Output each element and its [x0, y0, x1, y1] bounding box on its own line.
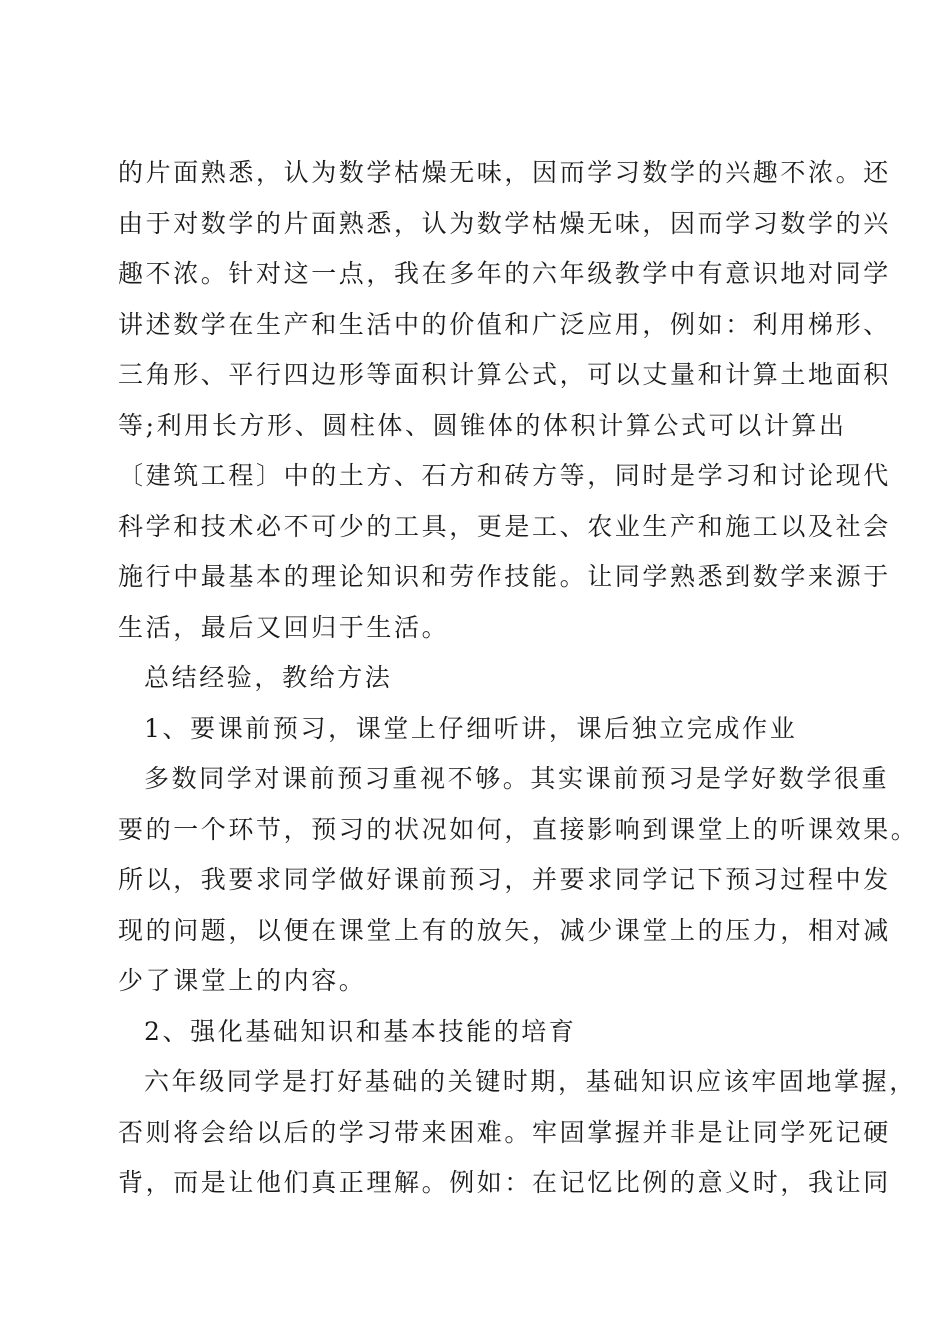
text-line: 科学和技术必不可少的工具，更是工、农业生产和施工以及社会	[118, 511, 891, 541]
text-line: 所以，我要求同学做好课前预习，并要求同学记下预习过程中发	[118, 865, 891, 894]
text-line: 否则将会给以后的学习带来困难。牢固掌握并非是让同学死记硬	[118, 1117, 891, 1147]
text-line: 多数同学对课前预习重视不够。其实课前预习是学好数学很重	[144, 764, 890, 793]
section-heading: 总结经验，教给方法	[144, 663, 393, 692]
subsection-heading: 2、强化基础知识和基本技能的培育	[144, 1016, 577, 1046]
text-line: 〔建筑工程〕中的土方、石方和砖方等，同时是学习和讨论现代	[118, 461, 891, 490]
text-line: 生活，最后又回归于生活。	[118, 612, 450, 642]
text-line: 等;利用长方形、圆柱体、圆锥体的体积计算公式可以计算出	[118, 410, 847, 440]
text-line: 三角形、平行四边形等面积计算公式，可以丈量和计算土地面积	[118, 360, 891, 389]
text-line: 现的问题，以便在课堂上有的放矢，减少课堂上的压力，相对减	[118, 915, 891, 945]
text-line: 讲述数学在生产和生活中的价值和广泛应用，例如：利用梯形、	[118, 309, 891, 339]
subsection-heading: 1、要课前预习，课堂上仔细听讲，课后独立完成作业	[144, 713, 798, 743]
text-line: 六年级同学是打好基础的关键时期，基础知识应该牢固地掌握，	[144, 1067, 917, 1096]
document-body	[118, 148, 919, 1209]
text-line: 少了课堂上的内容。	[118, 966, 367, 995]
text-line: 要的一个环节，预习的状况如何，直接影响到课堂上的听课效果。	[118, 814, 919, 844]
text-line: 施行中最基本的理论知识和劳作技能。让同学熟悉到数学来源于	[118, 562, 891, 591]
text-line: 趣不浓。针对这一点，我在多年的六年级教学中有意识地对同学	[118, 259, 891, 288]
text-line: 由于对数学的片面熟悉，认为数学枯燥无味，因而学习数学的兴	[118, 208, 891, 238]
text-line: 的片面熟悉，认为数学枯燥无味，因而学习数学的兴趣不浓。还	[118, 158, 891, 187]
text-line: 背，而是让他们真正理解。例如：在记忆比例的意义时，我让同	[118, 1168, 891, 1197]
